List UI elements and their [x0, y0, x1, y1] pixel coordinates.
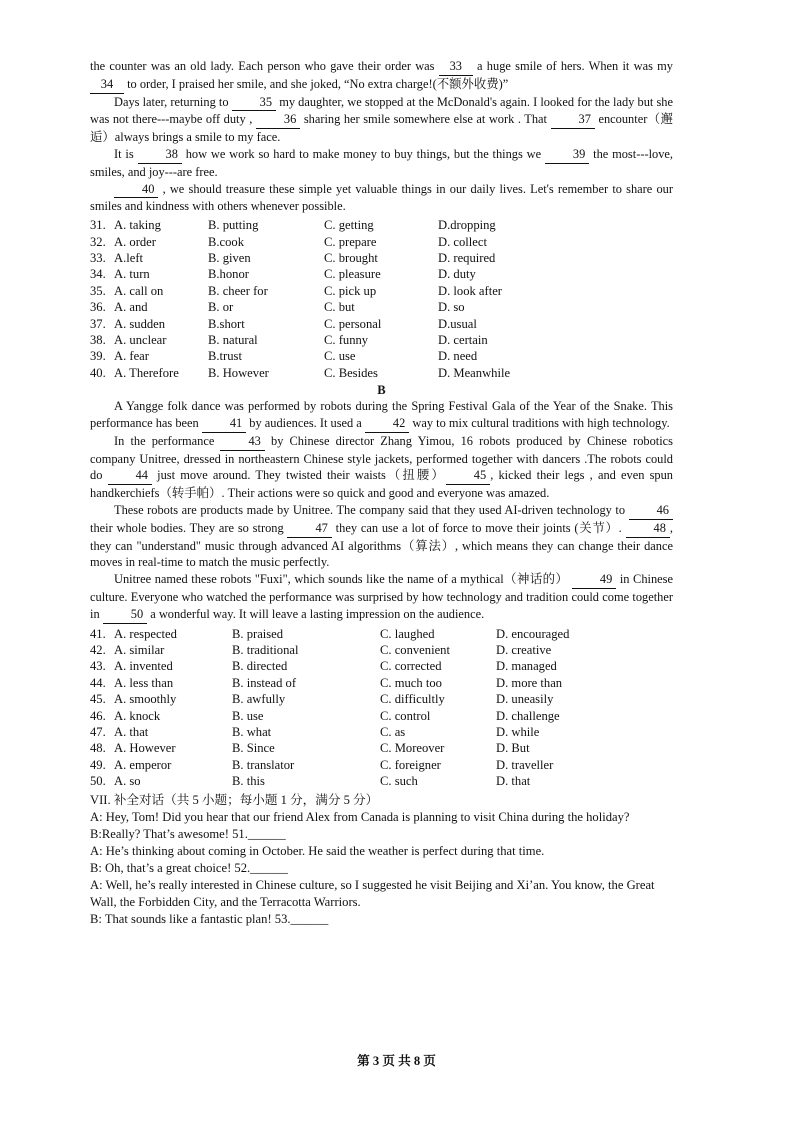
option-d: [438, 348, 558, 364]
option-d: [496, 691, 616, 707]
question-number: 33.: [90, 250, 106, 265]
option-row: [90, 283, 673, 299]
option-b: [208, 266, 324, 282]
question-number: 41.: [90, 626, 106, 641]
text-run: In the performance: [114, 433, 221, 448]
option-text: B. what: [232, 725, 272, 740]
section-vii-title: VII. 补全对话（共 5 小题；每小题 1 分，满分 5 分）: [90, 792, 379, 807]
text-run: by audiences. It used a: [246, 416, 365, 431]
question-number: 39.: [90, 349, 106, 364]
option-d: [438, 283, 558, 299]
option-c: [380, 757, 496, 773]
text-run: my daughter, we stopped at the McDonald's again. I looked for the lady but she was not there---maybe off duty ,: [90, 94, 673, 127]
option-c: [380, 642, 496, 658]
option-c: [380, 724, 496, 740]
option-text: D. look after: [438, 283, 502, 298]
dialogue-text: A: Well, he’s really interested in Chinese culture, so I suggested he visit Beijing and Xi’an. You know, the Great Wall, the Forbidden City, and the Terracotta Warriors.: [90, 877, 655, 909]
answer-blank: 47: [287, 520, 331, 538]
option-text: A. fear: [114, 349, 149, 364]
option-text: C. corrected: [380, 659, 442, 674]
option-a: [90, 708, 232, 724]
option-text: D.usual: [438, 316, 477, 331]
answer-blank: 35: [232, 94, 276, 112]
option-c: [324, 348, 438, 364]
options-31-40: [90, 217, 673, 381]
option-row: [90, 365, 673, 381]
answer-blank: 49: [572, 571, 616, 589]
option-a: [90, 234, 208, 250]
option-text: D. duty: [438, 267, 476, 282]
option-text: A. order: [114, 234, 156, 249]
option-a: [90, 217, 208, 233]
option-text: A. so: [114, 774, 141, 789]
option-c: [380, 691, 496, 707]
option-text: C. pleasure: [324, 267, 381, 282]
question-number: 42.: [90, 643, 106, 657]
option-text: B. or: [208, 300, 234, 315]
text-run: a huge smile of hers. When it was my: [472, 59, 673, 73]
option-row: [90, 675, 673, 691]
answer-blank: ______: [247, 826, 286, 841]
option-row: [90, 348, 673, 364]
option-text: C. Moreover: [380, 741, 445, 756]
option-a: [90, 266, 208, 282]
option-b: [232, 658, 380, 674]
option-row: [90, 234, 673, 250]
option-b: [208, 299, 324, 315]
option-d: [496, 724, 616, 740]
option-text: A.left: [114, 250, 144, 265]
option-row: [90, 299, 673, 315]
option-text: B. traditional: [232, 643, 299, 657]
option-d: [496, 757, 616, 773]
option-b: [208, 332, 324, 348]
dialogue-text: A: He’s thinking about coming in October. He said the weather is perfect during that time.: [90, 843, 545, 858]
option-b: [232, 708, 380, 724]
option-text: C. but: [324, 300, 355, 315]
option-d: [496, 626, 616, 642]
option-text: B. this: [232, 774, 265, 789]
dialogue-text: B: That sounds like a fantastic plan! 53.: [90, 911, 291, 926]
option-text: B. praised: [232, 626, 284, 641]
option-text: C. pick up: [324, 283, 377, 298]
text-run: just move around. They twisted their waists（扭腰）: [151, 468, 446, 483]
option-text: C. difficultly: [380, 692, 445, 707]
option-b: [232, 757, 380, 773]
option-d: [438, 266, 558, 282]
option-row: [90, 642, 673, 658]
text-run: way to mix cultural traditions with high technology.: [409, 416, 670, 431]
option-b: [232, 691, 380, 707]
option-text: D. But: [496, 741, 530, 756]
option-d: [438, 217, 558, 233]
option-c: [380, 626, 496, 642]
option-row: [90, 724, 673, 740]
option-text: D. that: [496, 774, 531, 789]
option-text: B.trust: [208, 349, 242, 364]
paragraph: [90, 94, 673, 146]
option-b: [232, 626, 380, 642]
passage-a-continued: [90, 58, 673, 215]
option-text: B. translator: [232, 757, 295, 772]
option-text: C. convenient: [380, 643, 450, 657]
option-text: D. uneasily: [496, 692, 554, 707]
option-text: D. while: [496, 725, 540, 740]
answer-blank: 34: [90, 76, 124, 94]
dialogue-text: B:Really? That’s awesome! 51.: [90, 826, 248, 841]
question-number: 40.: [90, 365, 106, 380]
question-number: 37.: [90, 316, 106, 331]
text-run: their whole bodies. They are so strong: [90, 520, 288, 535]
option-text: D. more than: [496, 675, 563, 690]
dialogue-line: [90, 877, 673, 911]
option-a: [90, 332, 208, 348]
text-run: they can use a lot of force to move their joints (关节）.: [331, 520, 626, 535]
option-text: C. foreigner: [380, 757, 441, 772]
option-text: B. awfully: [232, 692, 286, 707]
option-d: [496, 642, 616, 658]
option-text: B. Since: [232, 741, 275, 756]
option-d: [438, 234, 558, 250]
option-text: D. encouraged: [496, 626, 570, 641]
question-number: 43.: [90, 659, 106, 674]
dialogue-line: [90, 809, 673, 826]
text-run: It is: [114, 146, 138, 161]
option-text: A. call on: [114, 283, 164, 298]
option-text: D. Meanwhile: [438, 365, 511, 380]
option-row: [90, 626, 673, 642]
option-row: [90, 266, 673, 282]
option-c: [324, 332, 438, 348]
option-text: B. natural: [208, 333, 258, 348]
option-c: [324, 283, 438, 299]
option-c: [380, 740, 496, 756]
answer-blank: 39: [545, 146, 589, 164]
question-number: 50.: [90, 774, 106, 789]
option-c: [324, 234, 438, 250]
option-text: C. use: [324, 349, 356, 364]
option-c: [324, 250, 438, 266]
option-text: A. turn: [114, 267, 150, 282]
dialogue: [90, 809, 673, 928]
text-run: sharing her smile somewhere else at work . That: [300, 112, 551, 127]
option-text: A. knock: [114, 708, 161, 723]
option-text: A. sudden: [114, 316, 166, 331]
question-number: 32.: [90, 234, 106, 249]
option-b: [232, 773, 380, 789]
option-text: B. instead of: [232, 675, 297, 690]
dialogue-text: A: Hey, Tom! Did you hear that our friend Alex from Canada is planning to visit China during the holiday?: [90, 809, 630, 824]
answer-blank: 38: [138, 146, 182, 164]
option-text: C. such: [380, 774, 418, 789]
option-b: [232, 675, 380, 691]
option-d: [496, 708, 616, 724]
option-text: A. and: [114, 300, 148, 315]
option-row: [90, 708, 673, 724]
option-row: [90, 757, 673, 773]
option-c: [380, 675, 496, 691]
question-number: 45.: [90, 692, 106, 707]
dialogue-line: [90, 860, 673, 877]
option-row: [90, 658, 673, 674]
option-d: [496, 658, 616, 674]
dialogue-text: B: Oh, that’s a great choice! 52.: [90, 860, 251, 875]
option-a: [90, 691, 232, 707]
answer-blank: ______: [250, 860, 288, 875]
answer-blank: 46: [629, 502, 673, 520]
text-run: in Chinese culture. Everyone who watched the performance was surprised by how technology and tradition could come together in: [90, 572, 673, 621]
option-a: [90, 365, 208, 381]
option-text: C. Besides: [324, 365, 378, 380]
option-row: [90, 332, 673, 348]
answer-blank: 41: [202, 415, 246, 433]
option-c: [380, 708, 496, 724]
text-run: , kicked their legs , and even spun handkerchiefs（转手帕）. Their actions were so quick and good and everyone was amazed.: [90, 468, 673, 501]
answer-blank: 50: [103, 606, 147, 624]
answer-blank: 37: [551, 111, 595, 129]
option-a: [90, 773, 232, 789]
paragraph: [90, 398, 673, 433]
option-a: [90, 348, 208, 364]
option-a: [90, 675, 232, 691]
option-text: C. getting: [324, 218, 374, 233]
options-41-50: [90, 626, 673, 790]
question-number: 35.: [90, 283, 106, 298]
option-b: [208, 316, 324, 332]
option-text: A. similar: [114, 643, 165, 657]
option-text: B. cheer for: [208, 283, 268, 298]
paragraph: [90, 433, 673, 502]
answer-blank: 40: [114, 181, 158, 199]
passage-b: [90, 398, 673, 623]
answer-blank: 33: [439, 58, 473, 76]
option-row: [90, 773, 673, 789]
option-text: A. respected: [114, 626, 177, 641]
option-text: D. challenge: [496, 708, 560, 723]
option-row: [90, 217, 673, 233]
option-text: B.cook: [208, 234, 245, 249]
option-text: B.honor: [208, 267, 249, 282]
option-row: [90, 740, 673, 756]
text-run: These robots are products made by Unitree. The company said that they used AI-driven technology to: [114, 503, 629, 518]
option-a: [90, 658, 232, 674]
option-d: [496, 773, 616, 789]
option-text: A. emperor: [114, 757, 172, 772]
option-text: A. Therefore: [114, 365, 179, 380]
option-d: [438, 332, 558, 348]
page-footer: 第 3 页 共 8 页: [357, 1054, 436, 1068]
option-a: [90, 299, 208, 315]
option-text: D. creative: [496, 643, 552, 657]
option-text: D. collect: [438, 234, 487, 249]
option-c: [380, 658, 496, 674]
option-text: D. certain: [438, 333, 488, 348]
paragraph: [90, 58, 673, 94]
paragraph: [90, 181, 673, 216]
option-b: [208, 283, 324, 299]
option-text: A. smoothly: [114, 692, 177, 707]
option-a: [90, 740, 232, 756]
dialogue-line: [90, 826, 673, 843]
option-a: [90, 724, 232, 740]
text-run: how we work so hard to make money to buy things, but the things we: [181, 146, 545, 161]
text-run: Unitree named these robots "Fuxi", which sounds like the name of a mythical（神话的）: [114, 572, 572, 587]
option-b: [208, 348, 324, 364]
option-b: [208, 250, 324, 266]
text-run: Days later, returning to: [114, 94, 232, 109]
option-text: A. that: [114, 725, 149, 740]
option-text: C. laughed: [380, 626, 435, 641]
option-text: A. less than: [114, 675, 174, 690]
option-text: B. However: [208, 365, 269, 380]
option-a: [90, 642, 232, 658]
paragraph: [90, 502, 673, 571]
option-b: [208, 365, 324, 381]
option-b: [232, 740, 380, 756]
text-run: a wonderful way. It will leave a lasting impression on the audience.: [147, 606, 485, 621]
question-number: 31.: [90, 218, 106, 233]
option-text: C. personal: [324, 316, 382, 331]
answer-blank: 43: [220, 433, 264, 451]
option-text: D. managed: [496, 659, 557, 674]
question-number: 36.: [90, 300, 106, 315]
question-number: 34.: [90, 267, 106, 282]
option-a: [90, 283, 208, 299]
option-text: D. required: [438, 250, 496, 265]
option-row: [90, 691, 673, 707]
paragraph: [90, 146, 673, 181]
option-text: C. prepare: [324, 234, 377, 249]
option-a: [90, 626, 232, 642]
question-number: 49.: [90, 757, 106, 772]
option-text: C. brought: [324, 250, 378, 265]
option-d: [438, 365, 558, 381]
option-text: C. as: [380, 725, 406, 740]
text-run: A Yangge folk dance was performed by robots during the Spring Festival Gala of the Year of the Snake. This performance has been: [90, 399, 673, 431]
option-row: [90, 250, 673, 266]
option-text: B.short: [208, 316, 245, 331]
option-text: A. invented: [114, 659, 173, 674]
option-d: [438, 316, 558, 332]
text-run: encounter（邂逅）always brings a smile to my face.: [90, 112, 673, 145]
text-run: to order, I praised her smile, and she joked, “No extra charge!(不额外收费)”: [124, 76, 509, 91]
option-text: B. given: [208, 250, 251, 265]
option-text: A. However: [114, 741, 176, 756]
text-run: the most---love, smiles, and joy---are free.: [90, 146, 674, 179]
answer-blank: 44: [108, 467, 152, 485]
question-number: 48.: [90, 741, 106, 756]
option-text: C. funny: [324, 333, 369, 348]
question-number: 46.: [90, 708, 106, 723]
option-text: D. traveller: [496, 757, 554, 772]
option-d: [438, 250, 558, 266]
answer-blank: 36: [256, 111, 300, 129]
option-a: [90, 316, 208, 332]
option-c: [324, 266, 438, 282]
dialogue-line: [90, 911, 673, 928]
section-b-label: B: [377, 383, 386, 398]
option-c: [380, 773, 496, 789]
text-run: , we should treasure these simple yet valuable things in our daily lives. Let's remember to share our smiles and kindness with others whenever possible.: [90, 181, 673, 214]
option-c: [324, 217, 438, 233]
text-run: , they can "understand" music through advanced AI algorithms（算法）, which means they can change their dance moves in real-time to match the music perfectly.: [90, 520, 673, 570]
answer-blank: 48: [626, 520, 670, 538]
paragraph: [90, 571, 673, 623]
option-c: [324, 365, 438, 381]
question-number: 38.: [90, 333, 106, 348]
text-run: by Chinese director Zhang Yimou, 16 robots produced by Chinese robotics company Unitree, dressed in northeastern Chinese style jackets, performed together with dancers .The robots could do: [90, 433, 673, 483]
option-text: C. control: [380, 708, 431, 723]
option-d: [438, 299, 558, 315]
question-number: 44.: [90, 675, 106, 690]
option-d: [496, 675, 616, 691]
option-text: B. use: [232, 708, 264, 723]
dialogue-line: [90, 843, 673, 860]
option-text: A. unclear: [114, 333, 167, 348]
option-row: [90, 316, 673, 332]
option-text: A. taking: [114, 218, 161, 233]
answer-blank: 45: [446, 467, 490, 485]
option-a: [90, 250, 208, 266]
option-a: [90, 757, 232, 773]
option-b: [232, 642, 380, 658]
option-text: B. directed: [232, 659, 288, 674]
question-number: 47.: [90, 725, 106, 740]
text-run: the counter was an old lady. Each person who gave their order was: [90, 59, 439, 73]
answer-blank: 42: [365, 415, 409, 433]
option-b: [208, 234, 324, 250]
option-text: D. need: [438, 349, 478, 364]
option-text: D.dropping: [438, 218, 496, 233]
option-c: [324, 316, 438, 332]
option-d: [496, 740, 616, 756]
option-c: [324, 299, 438, 315]
answer-blank: ______: [290, 911, 329, 926]
option-text: C. much too: [380, 675, 442, 690]
option-b: [232, 724, 380, 740]
option-text: B. putting: [208, 218, 259, 233]
option-text: D. so: [438, 300, 465, 315]
option-b: [208, 217, 324, 233]
